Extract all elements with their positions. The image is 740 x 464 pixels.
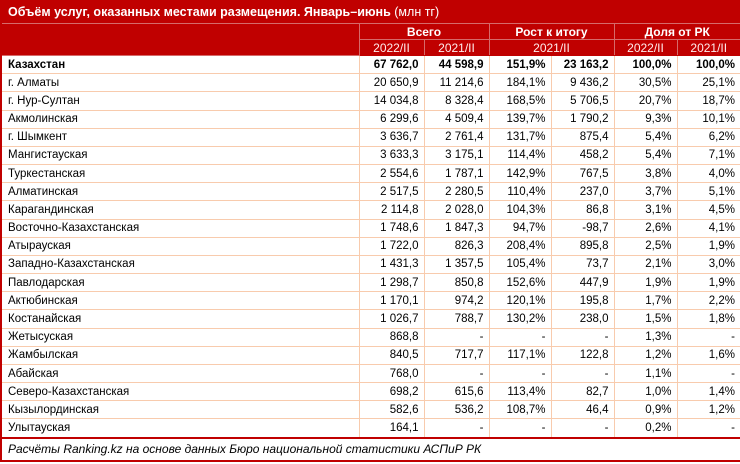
value-cell: 5,4% bbox=[614, 146, 677, 164]
value-cell: 46,4 bbox=[551, 401, 614, 419]
value-cell: 875,4 bbox=[551, 128, 614, 146]
value-cell: 2,2% bbox=[677, 292, 740, 310]
value-cell: - bbox=[489, 419, 551, 438]
region-name: Атырауская bbox=[1, 237, 359, 255]
value-cell: 1 847,3 bbox=[424, 219, 489, 237]
value-cell: 108,7% bbox=[489, 401, 551, 419]
value-cell: 3,7% bbox=[614, 183, 677, 201]
value-cell: 238,0 bbox=[551, 310, 614, 328]
value-cell: 113,4% bbox=[489, 383, 551, 401]
value-cell: 1 748,6 bbox=[359, 219, 424, 237]
value-cell: 184,1% bbox=[489, 74, 551, 92]
value-cell: 14 034,8 bbox=[359, 92, 424, 110]
value-cell: 1 787,1 bbox=[424, 165, 489, 183]
value-cell: 86,8 bbox=[551, 201, 614, 219]
value-cell: 868,8 bbox=[359, 328, 424, 346]
value-cell: 1,8% bbox=[677, 310, 740, 328]
value-cell: 5,1% bbox=[677, 183, 740, 201]
value-cell: 20 650,9 bbox=[359, 74, 424, 92]
value-cell: 1,0% bbox=[614, 383, 677, 401]
value-cell: 615,6 bbox=[424, 383, 489, 401]
value-cell: 3,0% bbox=[677, 255, 740, 273]
value-cell: 1,5% bbox=[614, 310, 677, 328]
value-cell: 768,0 bbox=[359, 364, 424, 382]
region-name: Жетысуская bbox=[1, 328, 359, 346]
value-cell: 850,8 bbox=[424, 274, 489, 292]
value-cell: 117,1% bbox=[489, 346, 551, 364]
table-row bbox=[1, 201, 740, 219]
value-cell: 4 509,4 bbox=[424, 110, 489, 128]
value-cell: - bbox=[551, 419, 614, 438]
value-cell: -98,7 bbox=[551, 219, 614, 237]
table-row bbox=[1, 401, 740, 419]
source-note: Расчёты Ranking.kz на основе данных Бюро национальной статистики АСПиР РК bbox=[1, 438, 740, 461]
value-cell: 2,5% bbox=[614, 237, 677, 255]
value-cell: 44 598,9 bbox=[424, 56, 489, 74]
value-cell: 2 517,5 bbox=[359, 183, 424, 201]
region-name: Павлодарская bbox=[1, 274, 359, 292]
value-cell: 4,5% bbox=[677, 201, 740, 219]
table-row bbox=[1, 56, 740, 74]
value-cell: - bbox=[677, 419, 740, 438]
value-cell: 1,9% bbox=[677, 237, 740, 255]
value-cell: - bbox=[551, 364, 614, 382]
value-cell: - bbox=[677, 364, 740, 382]
value-cell: 840,5 bbox=[359, 346, 424, 364]
region-name: Северо-Казахстанская bbox=[1, 383, 359, 401]
value-cell: 698,2 bbox=[359, 383, 424, 401]
table-row bbox=[1, 292, 740, 310]
value-cell: 9,3% bbox=[614, 110, 677, 128]
value-cell: 3 175,1 bbox=[424, 146, 489, 164]
value-cell: 139,7% bbox=[489, 110, 551, 128]
region-name: Абайская bbox=[1, 364, 359, 382]
column-group-row bbox=[1, 24, 740, 40]
value-cell: 2,1% bbox=[614, 255, 677, 273]
value-cell: - bbox=[424, 328, 489, 346]
subheader-share-2021: 2021/II bbox=[677, 40, 740, 56]
value-cell: 1,2% bbox=[677, 401, 740, 419]
value-cell: 82,7 bbox=[551, 383, 614, 401]
value-cell: 67 762,0 bbox=[359, 56, 424, 74]
value-cell: 582,6 bbox=[359, 401, 424, 419]
value-cell: 1,1% bbox=[614, 364, 677, 382]
table-row bbox=[1, 346, 740, 364]
value-cell: 2 761,4 bbox=[424, 128, 489, 146]
value-cell: 1,4% bbox=[677, 383, 740, 401]
value-cell: 0,2% bbox=[614, 419, 677, 438]
table-row bbox=[1, 237, 740, 255]
value-cell: - bbox=[424, 364, 489, 382]
table-row bbox=[1, 165, 740, 183]
title-bar bbox=[1, 1, 740, 24]
region-name: Актюбинская bbox=[1, 292, 359, 310]
table-row bbox=[1, 92, 740, 110]
value-cell: 104,3% bbox=[489, 201, 551, 219]
value-cell: - bbox=[551, 328, 614, 346]
value-cell: 3 636,7 bbox=[359, 128, 424, 146]
value-cell: 2 028,0 bbox=[424, 201, 489, 219]
value-cell: 94,7% bbox=[489, 219, 551, 237]
value-cell: 458,2 bbox=[551, 146, 614, 164]
value-cell: 122,8 bbox=[551, 346, 614, 364]
value-cell: 5,4% bbox=[614, 128, 677, 146]
table-row bbox=[1, 146, 740, 164]
value-cell: 1,7% bbox=[614, 292, 677, 310]
value-cell: 100,0% bbox=[614, 56, 677, 74]
value-cell: 110,4% bbox=[489, 183, 551, 201]
table-row bbox=[1, 219, 740, 237]
value-cell: 195,8 bbox=[551, 292, 614, 310]
table-header bbox=[1, 1, 740, 56]
value-cell: 164,1 bbox=[359, 419, 424, 438]
region-name: Мангистауская bbox=[1, 146, 359, 164]
table-row bbox=[1, 274, 740, 292]
value-cell: 717,7 bbox=[424, 346, 489, 364]
region-name: Костанайская bbox=[1, 310, 359, 328]
value-cell: 105,4% bbox=[489, 255, 551, 273]
value-cell: 7,1% bbox=[677, 146, 740, 164]
value-cell: 2,6% bbox=[614, 219, 677, 237]
value-cell: 3 633,3 bbox=[359, 146, 424, 164]
region-name: г. Шымкент bbox=[1, 128, 359, 146]
value-cell: 10,1% bbox=[677, 110, 740, 128]
value-cell: 11 214,6 bbox=[424, 74, 489, 92]
value-cell: 1 722,0 bbox=[359, 237, 424, 255]
value-cell: 131,7% bbox=[489, 128, 551, 146]
table-row bbox=[1, 255, 740, 273]
region-name: г. Нур-Султан bbox=[1, 92, 359, 110]
value-cell: 208,4% bbox=[489, 237, 551, 255]
table-row bbox=[1, 364, 740, 382]
value-cell: 1,6% bbox=[677, 346, 740, 364]
value-cell: 20,7% bbox=[614, 92, 677, 110]
value-cell: 4,0% bbox=[677, 165, 740, 183]
subheader-total-2021: 2021/II bbox=[424, 40, 489, 56]
value-cell: 974,2 bbox=[424, 292, 489, 310]
value-cell: 152,6% bbox=[489, 274, 551, 292]
region-name: Улытауская bbox=[1, 419, 359, 438]
value-cell: 237,0 bbox=[551, 183, 614, 201]
value-cell: 2 280,5 bbox=[424, 183, 489, 201]
value-cell: 6 299,6 bbox=[359, 110, 424, 128]
value-cell: 1 298,7 bbox=[359, 274, 424, 292]
subheader-growth-2021: 2021/II bbox=[489, 40, 614, 56]
value-cell: 1,9% bbox=[677, 274, 740, 292]
value-cell: 5 706,5 bbox=[551, 92, 614, 110]
value-cell: 30,5% bbox=[614, 74, 677, 92]
value-cell: 1 170,1 bbox=[359, 292, 424, 310]
region-name: Туркестанская bbox=[1, 165, 359, 183]
value-cell: 168,5% bbox=[489, 92, 551, 110]
region-column-header bbox=[1, 24, 359, 56]
col-group-share: Доля от РК bbox=[614, 24, 740, 40]
col-group-total: Всего bbox=[359, 24, 489, 40]
value-cell: - bbox=[489, 364, 551, 382]
value-cell: 6,2% bbox=[677, 128, 740, 146]
value-cell: 3,1% bbox=[614, 201, 677, 219]
page-title bbox=[1, 1, 740, 24]
value-cell: 23 163,2 bbox=[551, 56, 614, 74]
value-cell: 2 114,8 bbox=[359, 201, 424, 219]
value-cell: 25,1% bbox=[677, 74, 740, 92]
value-cell: 767,5 bbox=[551, 165, 614, 183]
value-cell: 1,9% bbox=[614, 274, 677, 292]
value-cell: 4,1% bbox=[677, 219, 740, 237]
region-name: Казахстан bbox=[1, 56, 359, 74]
value-cell: 826,3 bbox=[424, 237, 489, 255]
table-row bbox=[1, 419, 740, 438]
title-text: Объём услуг, оказанных местами размещения. Январь–июнь bbox=[8, 5, 391, 19]
value-cell: - bbox=[677, 328, 740, 346]
col-group-growth: Рост к итогу bbox=[489, 24, 614, 40]
value-cell: 788,7 bbox=[424, 310, 489, 328]
value-cell: 0,9% bbox=[614, 401, 677, 419]
table-footer bbox=[1, 438, 740, 461]
value-cell: 114,4% bbox=[489, 146, 551, 164]
value-cell: 8 328,4 bbox=[424, 92, 489, 110]
table-row bbox=[1, 310, 740, 328]
region-name: Западно-Казахстанская bbox=[1, 255, 359, 273]
value-cell: 130,2% bbox=[489, 310, 551, 328]
value-cell: 1 431,3 bbox=[359, 255, 424, 273]
table-row bbox=[1, 74, 740, 92]
value-cell: 9 436,2 bbox=[551, 74, 614, 92]
value-cell: - bbox=[424, 419, 489, 438]
table-row bbox=[1, 328, 740, 346]
region-name: Жамбылская bbox=[1, 346, 359, 364]
region-name: г. Алматы bbox=[1, 74, 359, 92]
table-row bbox=[1, 183, 740, 201]
value-cell: 1 357,5 bbox=[424, 255, 489, 273]
subheader-share-2022: 2022/II bbox=[614, 40, 677, 56]
value-cell: 1 790,2 bbox=[551, 110, 614, 128]
title-unit: (млн тг) bbox=[390, 5, 440, 19]
value-cell: 2 554,6 bbox=[359, 165, 424, 183]
region-name: Карагандинская bbox=[1, 201, 359, 219]
region-name: Алматинская bbox=[1, 183, 359, 201]
value-cell: 1,3% bbox=[614, 328, 677, 346]
region-name: Акмолинская bbox=[1, 110, 359, 128]
value-cell: 151,9% bbox=[489, 56, 551, 74]
value-cell: 18,7% bbox=[677, 92, 740, 110]
table-body bbox=[1, 56, 740, 439]
region-name: Кызылординская bbox=[1, 401, 359, 419]
value-cell: 3,8% bbox=[614, 165, 677, 183]
value-cell: 895,8 bbox=[551, 237, 614, 255]
value-cell: 536,2 bbox=[424, 401, 489, 419]
subheader-total-2022: 2022/II bbox=[359, 40, 424, 56]
value-cell: 1 026,7 bbox=[359, 310, 424, 328]
source-row bbox=[1, 438, 740, 461]
table-row bbox=[1, 128, 740, 146]
value-cell: 142,9% bbox=[489, 165, 551, 183]
value-cell: 447,9 bbox=[551, 274, 614, 292]
table-row bbox=[1, 110, 740, 128]
region-name: Восточно-Казахстанская bbox=[1, 219, 359, 237]
value-cell: 73,7 bbox=[551, 255, 614, 273]
value-cell: 120,1% bbox=[489, 292, 551, 310]
table-row bbox=[1, 383, 740, 401]
value-cell: 100,0% bbox=[677, 56, 740, 74]
value-cell: - bbox=[489, 328, 551, 346]
value-cell: 1,2% bbox=[614, 346, 677, 364]
